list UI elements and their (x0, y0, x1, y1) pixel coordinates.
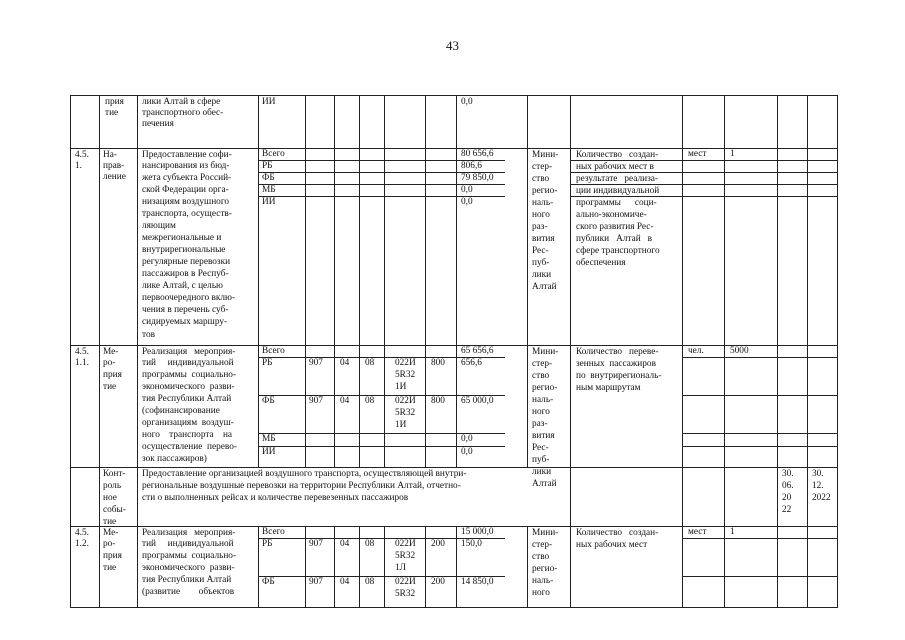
row-451-type: На- (103, 150, 117, 160)
row-4511-type: ро- (103, 358, 116, 368)
row-4511-fb-amount: 65 000,0 (461, 396, 494, 406)
row-451-desc: регулярные перевозки (142, 257, 231, 267)
row-451-desc: тов (142, 330, 155, 340)
row-451-source: ИИ (262, 197, 276, 207)
row-4512-fb-pr: 08 (365, 577, 375, 587)
row-451-desc: сидируемых маршру- (142, 317, 228, 327)
row-451-desc: низациям воздушного (142, 197, 230, 207)
row-451-desc: ляющим (142, 221, 176, 231)
row-4511-fb-pr: 08 (365, 396, 375, 406)
column-line (359, 95, 360, 467)
row-4511-exec: Алтай (532, 479, 557, 489)
row-4512-desc: (развитие объектов (142, 587, 235, 597)
row-4511-rb-amount: 656,6 (461, 358, 482, 368)
row-4511-rb-rz: 04 (340, 358, 350, 368)
row-4511-indicator: зенных пассажиров (576, 359, 656, 369)
row-451-indicator: результате реализа- (576, 174, 658, 184)
row-451-num: 4.5. (75, 150, 89, 160)
row-451-exec: ного (532, 210, 550, 220)
row-4511-rb-csr: 022И (395, 358, 416, 368)
row-4511-desc: тия Республики Алтай (142, 394, 232, 404)
row-451-exec: Мини- (532, 150, 559, 160)
row-4511-amount-ii: 0,0 (461, 447, 473, 457)
row-4512-desc: экономического разви- (142, 563, 235, 573)
row-451-desc: внутрирегиональные (142, 245, 226, 255)
row-4511-indicator: ным маршрутам (576, 383, 641, 393)
row-4512-num: 4.5. (75, 528, 89, 538)
row-4511-desc: (софинансирование (142, 406, 220, 416)
row-451-amount: 0,0 (461, 185, 473, 195)
column-line (807, 95, 808, 607)
control-type: собы- (103, 505, 126, 515)
column-line (305, 526, 306, 607)
row-4512-exec: наль- (532, 576, 554, 586)
budget-table (70, 95, 838, 640)
control-date-end: 2022 (812, 493, 831, 503)
control-date-end: 12. (812, 481, 824, 491)
row-451-desc: первоочередного вклю- (142, 293, 236, 303)
row-451-amount: 79 850,0 (461, 173, 494, 183)
row-4511-exec: пуб- (532, 455, 550, 465)
control-date-start: 30. (782, 469, 794, 479)
row-451-source: МБ (262, 185, 276, 195)
row-4512-indicator: ных рабочих мест (576, 540, 648, 550)
row-4511-num: 4.5. (75, 347, 89, 357)
column-line (99, 95, 100, 607)
row-451-source: РБ (262, 161, 273, 171)
row-451-exec: пуб- (532, 258, 550, 268)
row-4511-desc: программы социально- (142, 370, 237, 380)
row-4511-value: 5000 (730, 346, 749, 356)
table-top-border (70, 95, 838, 96)
row-4512-rb-vr: 200 (431, 539, 445, 549)
row-4511-desc: тий индивидуальной (142, 358, 234, 368)
row-451-exec: Рес- (532, 246, 549, 256)
control-date-end: 30. (812, 469, 824, 479)
row-4512-fb-csr: 5R32 (395, 589, 416, 599)
sub-row-line (682, 357, 838, 358)
row-451-desc: ской Федерации орга- (142, 185, 229, 195)
row-4512-value: 1 (730, 527, 735, 537)
page-number: 43 (446, 38, 459, 53)
row-4512-exec: ство (532, 552, 550, 562)
row-4511-rb-grbs: 907 (309, 358, 323, 368)
row-4512-num: 1.2. (75, 539, 89, 549)
row-4511-rb-pr: 08 (365, 358, 375, 368)
row-4512-source: РБ (262, 539, 273, 549)
table-bottom-border (70, 607, 838, 608)
row-451-type: ление (103, 172, 126, 182)
row-4511-rb-csr: 1И (395, 382, 407, 392)
column-line (425, 95, 426, 467)
row-4512-rb-rz: 04 (340, 539, 350, 549)
row-451-desc: Предоставление софи- (142, 150, 232, 160)
row-451-indicator: ных рабочих мест в (576, 162, 654, 172)
row-451-indicator: ально-экономиче- (576, 210, 647, 220)
sub-row-line (682, 433, 838, 434)
column-line (334, 526, 335, 607)
row-4511-source: МБ (262, 434, 276, 444)
control-desc: сти о выполненных рейсах и количестве перевезенных пассажиров (142, 493, 409, 503)
row-451-exec: Алтай (532, 282, 557, 292)
cont-desc-line: транспортного обес- (142, 108, 224, 118)
row-4512-rb-csr: 5R32 (395, 551, 416, 561)
row-4512-rb-csr: 022И (395, 539, 416, 549)
row-4511-rb-vr: 800 (431, 358, 445, 368)
row-separator (70, 526, 838, 527)
row-451-source: Всего (262, 149, 285, 159)
row-451-desc: пассажиров в Респуб- (142, 269, 229, 279)
cont-amount: 0,0 (461, 97, 473, 107)
row-451-indicator: программы соци- (576, 198, 657, 208)
row-451-desc: жета субъекта Россий- (142, 173, 232, 183)
row-451-desc: транспорта, осуществ- (142, 209, 232, 219)
table-right-border (837, 95, 838, 607)
column-line (258, 526, 259, 607)
row-4511-exec: ство (532, 371, 550, 381)
control-date-start: 06. (782, 481, 794, 491)
cont-source: ИИ (262, 97, 276, 107)
row-4511-fb-vr: 800 (431, 396, 445, 406)
control-type: тие (103, 517, 117, 527)
control-type: роль (103, 481, 122, 491)
row-451-indicator: Количество создан- (576, 150, 659, 160)
row-4512-exec: регио- (532, 564, 558, 574)
control-desc: региональные воздушные перевозки на территории Республики Алтай, отчетно- (142, 481, 461, 491)
column-line (777, 95, 778, 607)
row-4511-amount-mb: 0,0 (461, 434, 473, 444)
cont-type-line: тие (105, 108, 119, 118)
row-4511-desc: зок пассажиров) (142, 454, 207, 464)
row-451-amount: 80 656,6 (461, 149, 494, 159)
row-4511-desc: организациям воздуш- (142, 418, 234, 428)
row-451-exec: стер- (532, 162, 553, 172)
sub-row-line (682, 184, 838, 185)
control-type: ное (103, 493, 117, 503)
row-4512-rb-amount: 150,0 (461, 539, 482, 549)
row-4511-fb-csr: 022И (395, 396, 416, 406)
row-451-source: ФБ (262, 173, 275, 183)
row-4511-type: прия (103, 370, 122, 380)
column-line (682, 95, 683, 607)
row-451-num: 1. (75, 161, 82, 171)
row-4511-exec: ного (532, 407, 550, 417)
table-left-border (70, 95, 71, 607)
row-451-indicator: обеспечения (576, 258, 626, 268)
row-451-indicator: публики Алтай в (576, 234, 653, 244)
row-separator (70, 345, 838, 346)
cont-type-line: прия (105, 97, 124, 107)
row-4512-fb-csr: 022И (395, 577, 416, 587)
row-451-desc: нансирования из бюд- (142, 161, 230, 171)
row-4512-unit: мест (688, 527, 707, 537)
row-4511-exec: Рес- (532, 443, 549, 453)
row-451-exec: лики (532, 270, 552, 280)
control-date-start: 22 (782, 505, 792, 515)
cont-desc-line: печения (142, 119, 174, 129)
row-4512-rb-csr: 1Л (395, 563, 406, 573)
row-4512-type: тие (103, 563, 117, 573)
row-4512-exec: ного (532, 588, 550, 598)
sub-row-line (682, 172, 838, 173)
row-4511-source: ФБ (262, 396, 275, 406)
sub-row-line (682, 395, 838, 396)
row-4512-rb-pr: 08 (365, 539, 375, 549)
row-4511-fb-rz: 04 (340, 396, 350, 406)
row-4512-source: Всего (262, 527, 285, 537)
row-451-exec: регио- (532, 186, 558, 196)
row-4511-type: Ме- (103, 347, 119, 357)
row-451-amount: 806,6 (461, 161, 482, 171)
row-451-exec: вития (532, 234, 555, 244)
row-separator (70, 467, 838, 468)
row-4511-exec: регио- (532, 383, 558, 393)
row-4512-fb-grbs: 907 (309, 577, 323, 587)
row-4511-exec: раз- (532, 419, 548, 429)
row-4512-desc: Реализация мероприя- (142, 528, 236, 538)
row-4512-type: ро- (103, 539, 116, 549)
row-4512-desc: тия Республики Алтай (142, 575, 232, 585)
row-451-desc: межрегиональные и (142, 233, 222, 243)
column-line (570, 95, 571, 607)
column-line (258, 95, 259, 467)
column-line (456, 526, 457, 607)
row-4511-desc: Реализация мероприя- (142, 347, 236, 357)
row-451-type: прав- (103, 161, 125, 171)
sub-row-line (682, 196, 838, 197)
row-4511-desc: осуществление перево- (142, 442, 237, 452)
column-line (425, 526, 426, 607)
row-4511-exec: стер- (532, 359, 553, 369)
column-line (527, 95, 528, 467)
row-4512-fb-rz: 04 (340, 577, 350, 587)
row-4511-source: РБ (262, 358, 273, 368)
row-4511-exec: вития (532, 431, 555, 441)
row-451-indicator: сфере транспортного (576, 246, 660, 256)
row-451-exec: ство (532, 174, 550, 184)
sub-row-line (682, 576, 838, 577)
row-451-amount: 0,0 (461, 197, 473, 207)
row-451-value: 1 (730, 149, 735, 159)
row-451-exec: раз- (532, 222, 548, 232)
row-4511-rb-csr: 5R32 (395, 370, 416, 380)
control-desc: Предоставление организацией воздушного транспорта, осуществляющей внутри- (142, 469, 467, 479)
row-4512-desc: программы социально- (142, 551, 237, 561)
row-4512-fb-vr: 200 (431, 577, 445, 587)
row-4512-indicator: Количество создан- (576, 528, 659, 538)
row-451-desc: чения в перечень суб- (142, 305, 229, 315)
row-4512-desc: тий индивидуальной (142, 539, 234, 549)
row-4511-fb-csr: 5R32 (395, 408, 416, 418)
row-4511-unit: чел. (688, 346, 704, 356)
row-451-exec: наль- (532, 198, 554, 208)
row-4511-num: 1.1. (75, 358, 89, 368)
row-4512-amount-total: 15 000,0 (461, 527, 494, 537)
row-4512-type: прия (103, 551, 122, 561)
row-451-indicator: ского развития Рес- (576, 222, 654, 232)
row-4511-fb-grbs: 907 (309, 396, 323, 406)
cont-desc-line: лики Алтай в сфере (142, 97, 221, 107)
sub-row-line (682, 446, 838, 447)
row-4511-source: ИИ (262, 447, 276, 457)
column-line (456, 95, 457, 467)
column-line (137, 95, 138, 607)
row-4512-rb-grbs: 907 (309, 539, 323, 549)
column-line (724, 95, 725, 607)
row-4511-type: тие (103, 382, 117, 392)
control-date-start: 20 (782, 493, 792, 503)
column-line (527, 526, 528, 607)
row-4512-exec: Мини- (532, 528, 559, 538)
row-4512-source: ФБ (262, 577, 275, 587)
column-line (334, 95, 335, 467)
column-line (305, 95, 306, 467)
column-line (384, 95, 385, 467)
row-4512-type: Ме- (103, 528, 119, 538)
row-4512-fb-amount: 14 850,0 (461, 577, 494, 587)
row-451-desc: лике Алтай, с целью (142, 281, 224, 291)
row-4511-amount-total: 65 656,6 (461, 346, 494, 356)
column-line (384, 526, 385, 607)
row-4512-exec: стер- (532, 540, 553, 550)
row-451-unit: мест (688, 149, 707, 159)
row-4511-exec: лики (532, 467, 552, 477)
row-4511-indicator: Количество переве- (576, 347, 659, 357)
column-line (359, 526, 360, 607)
row-451-indicator: ции индивидуальной (576, 186, 660, 196)
row-4511-desc: экономического разви- (142, 382, 235, 392)
row-4511-fb-csr: 1И (395, 420, 407, 430)
row-separator (70, 148, 838, 149)
row-4511-exec: наль- (532, 395, 554, 405)
row-4511-indicator: по внутрирегиональ- (576, 371, 662, 381)
control-type: Конт- (103, 469, 126, 479)
row-4511-exec: Мини- (532, 347, 559, 357)
row-4511-source: Всего (262, 346, 285, 356)
row-4511-desc: ного транспорта на (142, 430, 233, 440)
